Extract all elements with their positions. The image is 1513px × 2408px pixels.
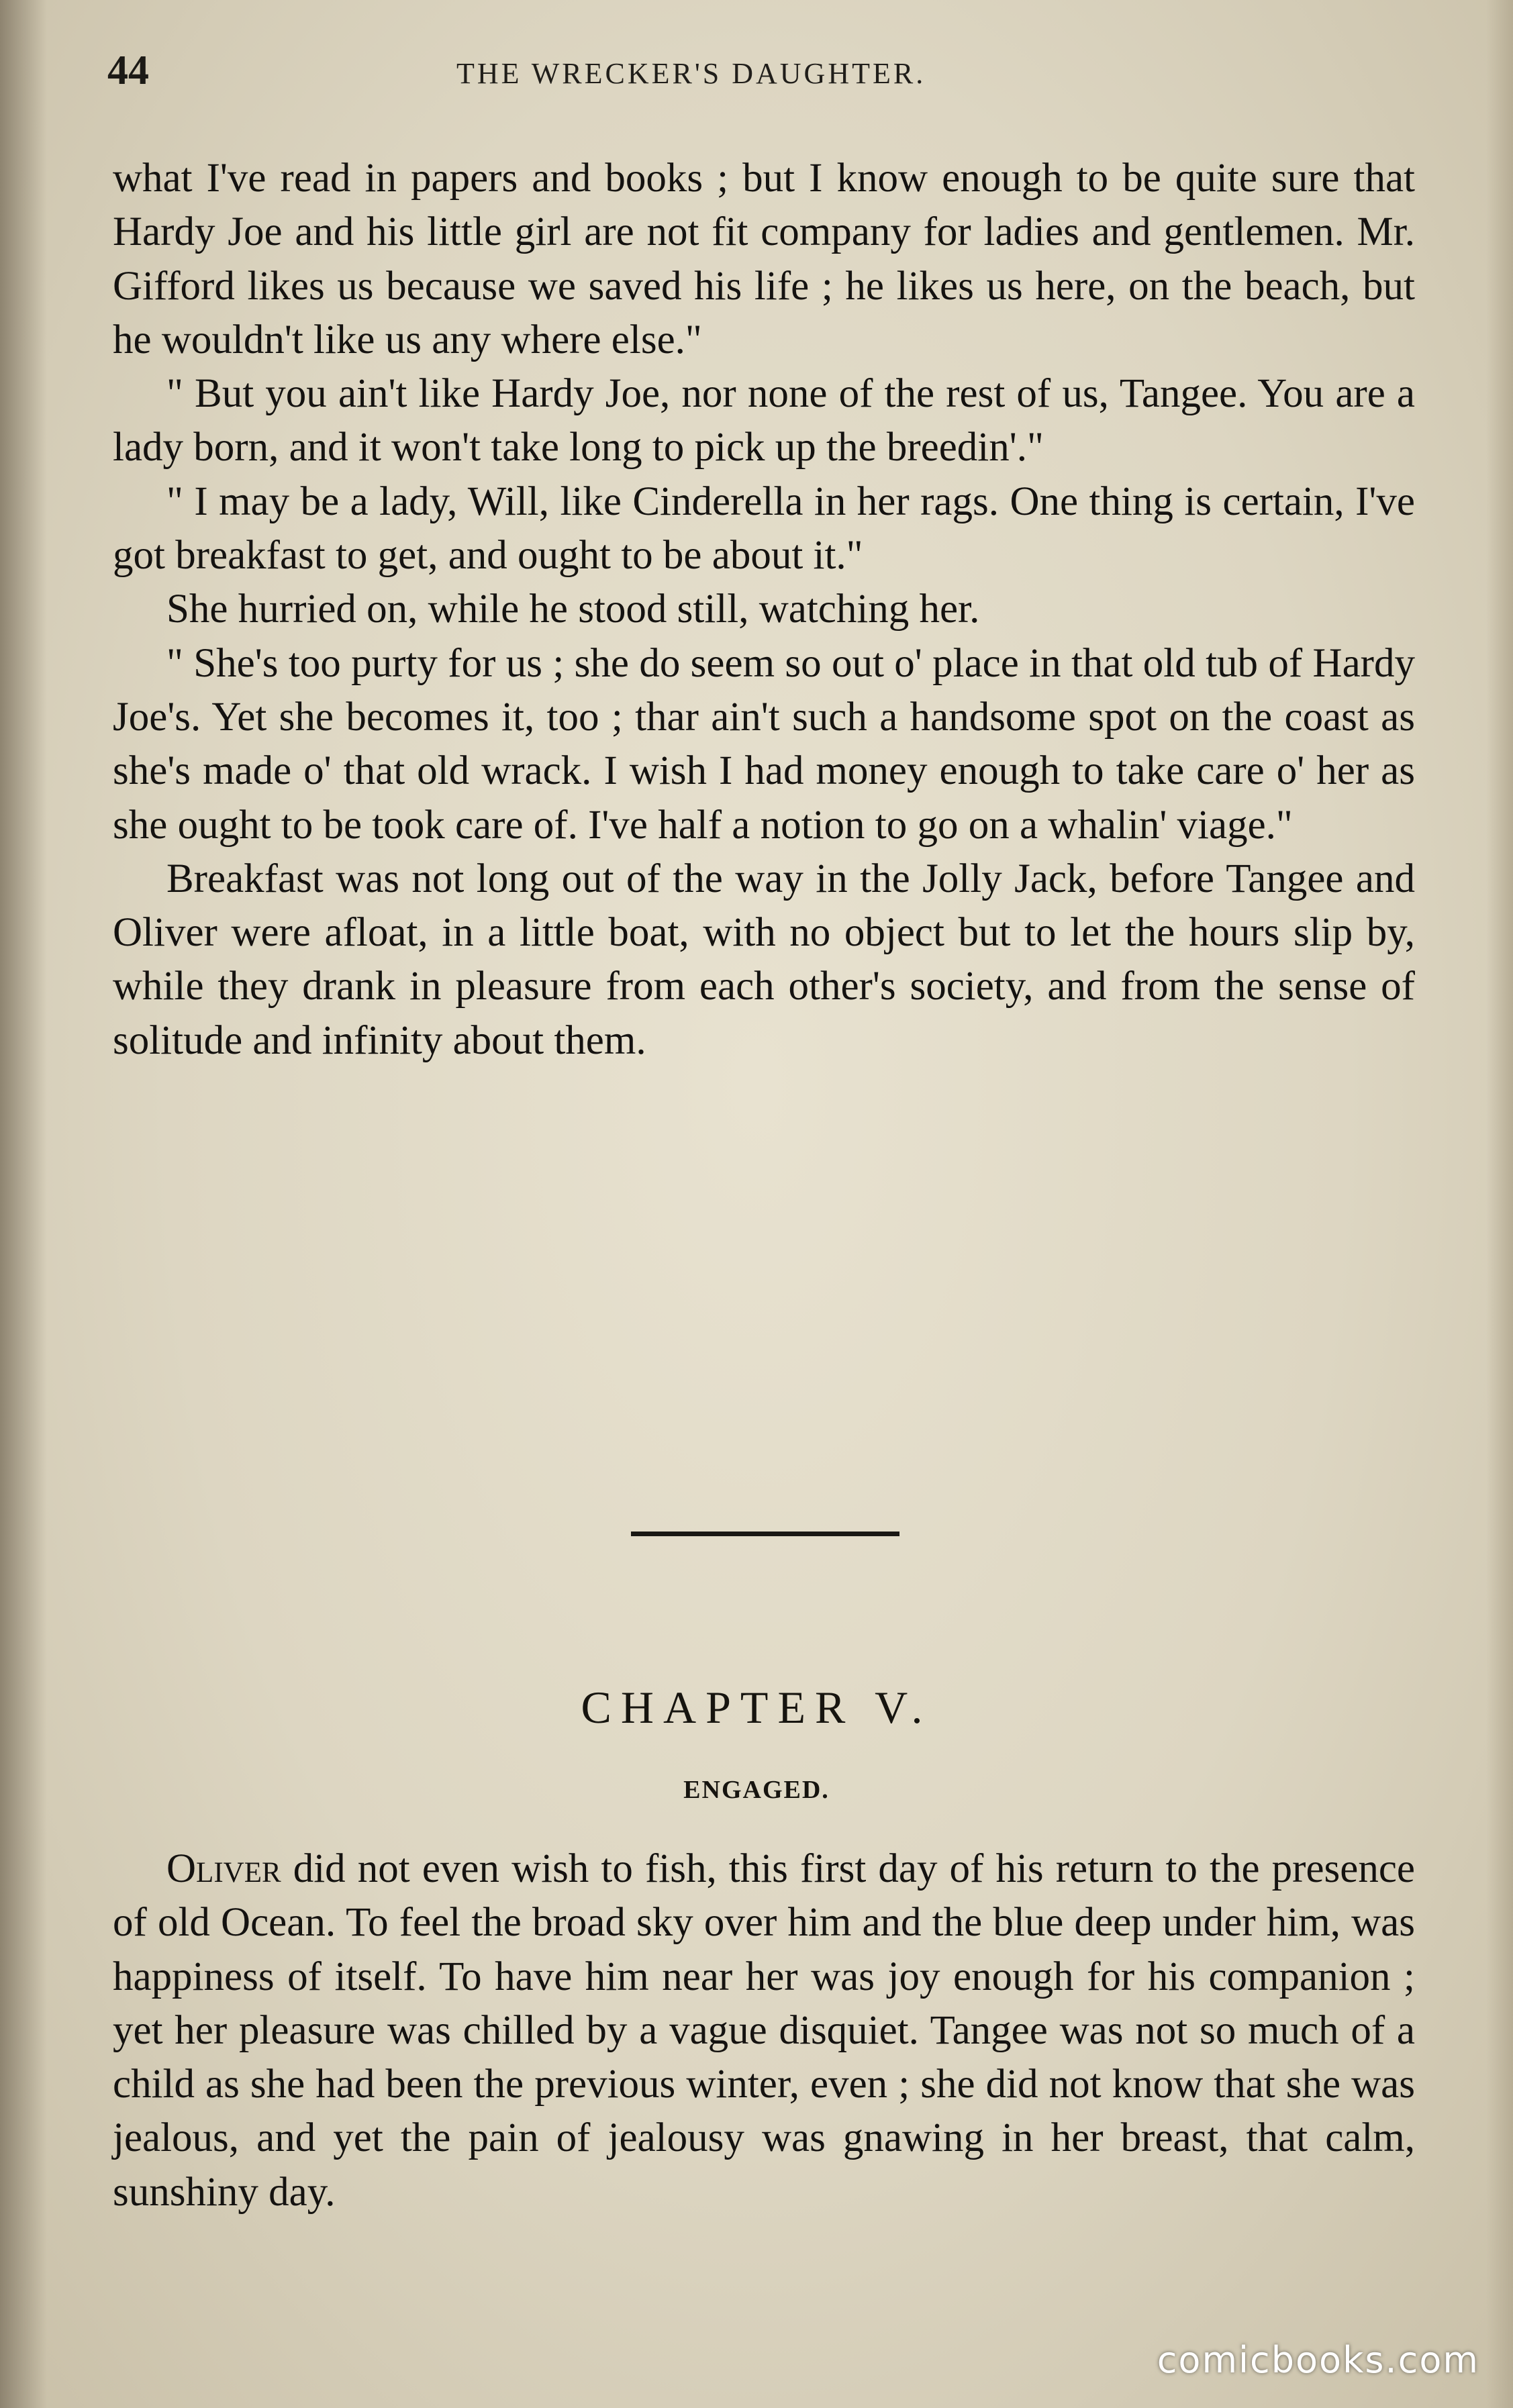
chapter-opening-word: Oliver: [166, 1846, 281, 1891]
paragraph: what I've read in papers and books ; but I know enough to be quite sure that Hardy Joe and his little girl are not fit company for ladies and gentlemen. Mr. Gifford likes us because we saved his life ; he likes us here, on the beach, but he wouldn't like us any where else.": [113, 156, 1415, 362]
chapter-title: CHAPTER V.: [581, 1682, 932, 1733]
running-head: THE WRECKER'S DAUGHTER.: [456, 57, 926, 90]
page-header: [107, 47, 1416, 107]
paragraph: " She's too purty for us ; she do seem so out o' place in that old tub of Hardy Joe's. Yet she becomes it, too ; thar ain't such a handsome spot on the coast as she's made o' that old wrack. I wish I had money enough to take care o' her as she ought to be took care of. I've half a notion to go on a whalin' viage.": [113, 640, 1415, 848]
paragraph: Breakfast was not long out of the way in the Jolly Jack, before Tangee and Oliver were afloat, in a little boat, with no object but to let the hours slip by, while they drank in pleasure from each other's society, and from the sense of solitude and infinity about them.: [113, 856, 1415, 1063]
paragraph: " But you ain't like Hardy Joe, nor none of the rest of us, Tangee. You are a lady born, and it won't take long to pick up the breedin'.": [113, 371, 1415, 470]
paragraph: [113, 1842, 1415, 2219]
site-watermark: comicbooks.com: [1157, 2339, 1479, 2381]
paragraph: She hurried on, while he stood still, watching her.: [166, 587, 980, 632]
section-divider-rule: [631, 1532, 899, 1536]
chapter-opening-text: did not even wish to fish, this first day of his return to the presence of old Ocean. To feel the broad sky over him and the blue deep under him, was happiness of itself. To have him near her was joy enough for his companion ; yet her pleasure was chilled by a vague disquiet. Tangee was not so much of a child as she had been the previous winter, even ; she did not know that she was jealous, and yet the pain of jealousy was gnawing in her breast, that calm, sunshiny day.: [113, 1846, 1415, 2215]
page-gutter-shadow: [0, 0, 47, 2408]
paragraph: " I may be a lady, Will, like Cinderella in her rags. One thing is certain, I've got breakfast to get, and ought to be about it.": [113, 479, 1415, 579]
chapter-subtitle: ENGAGED.: [683, 1776, 830, 1804]
body-text: [113, 152, 1415, 1068]
page-edge-shadow: [1486, 0, 1513, 2408]
page-number: 44: [107, 48, 149, 93]
chapter-opening-paragraph: [113, 1842, 1415, 2219]
